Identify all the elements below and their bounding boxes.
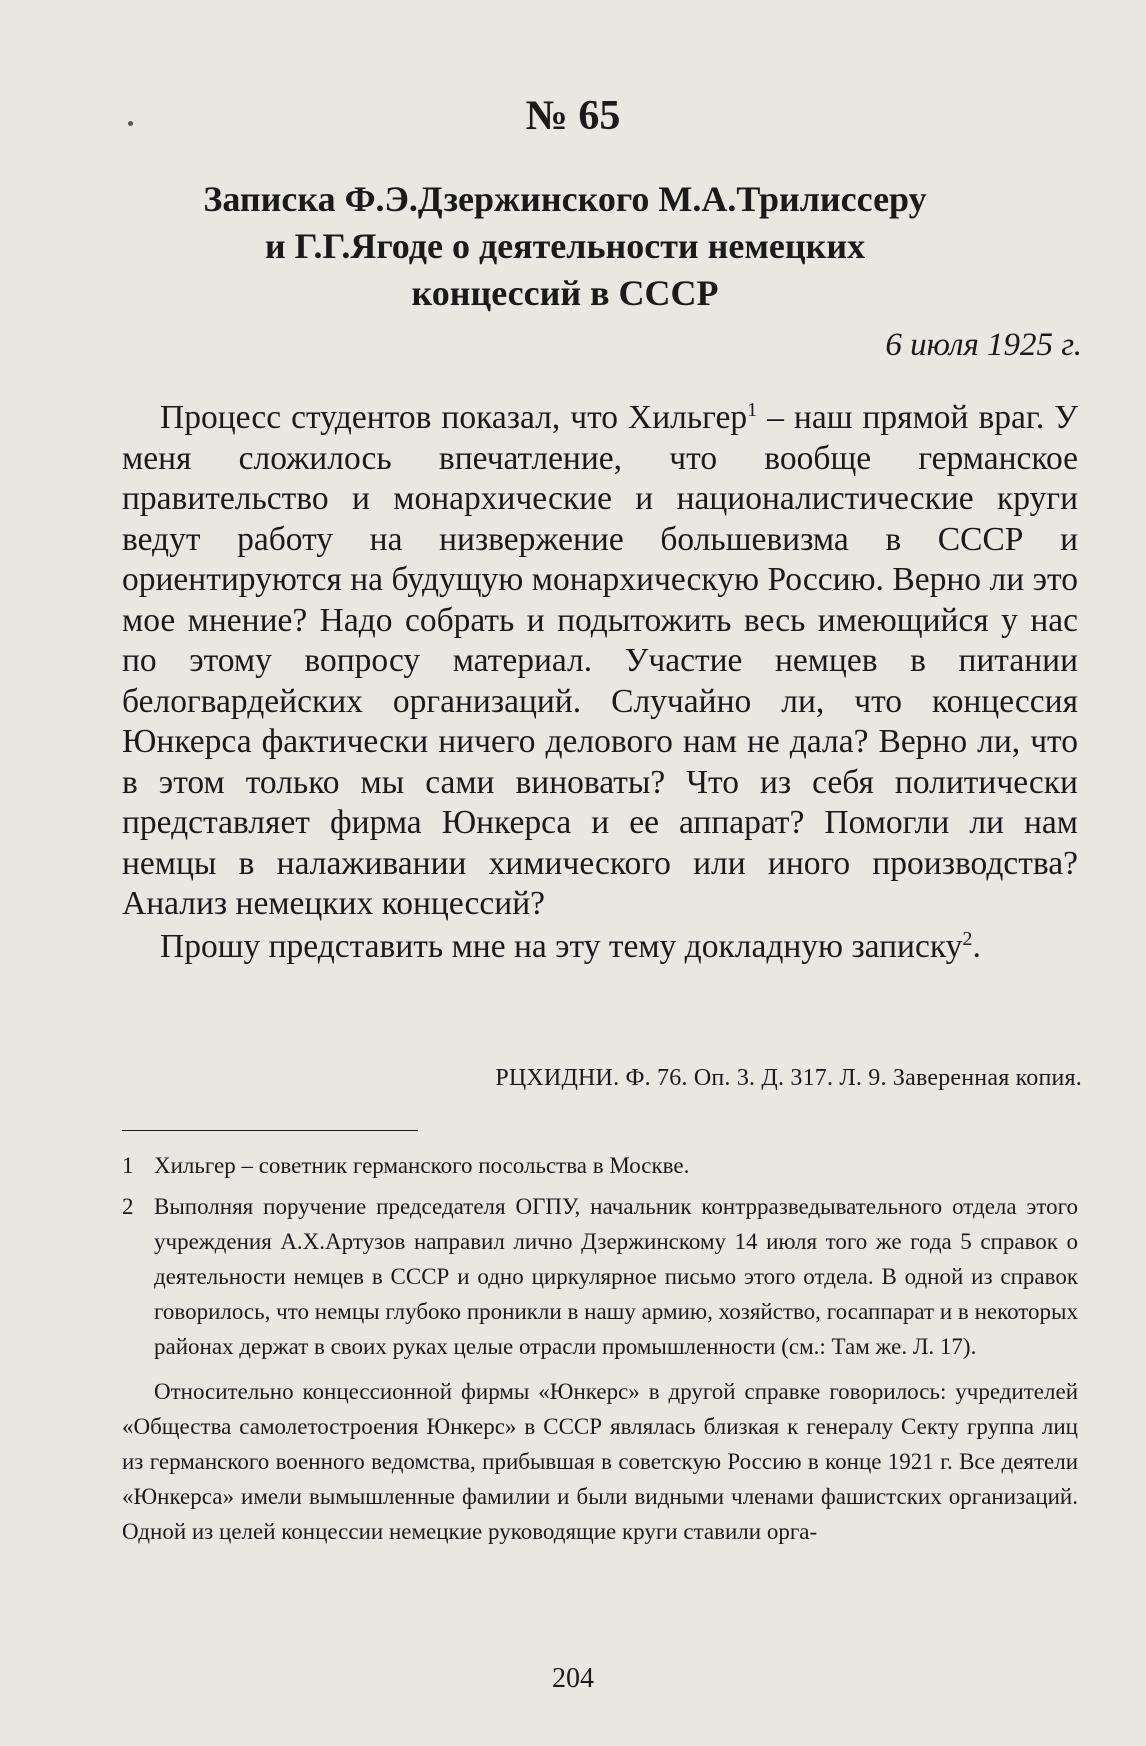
body-paragraph xyxy=(122,398,1078,925)
title-line: Записка Ф.Э.Дзержинского М.А.Трилиссеру xyxy=(203,179,927,219)
footnote xyxy=(122,1148,1078,1183)
footnote-continuation: Относительно концессионной фирмы «Юнкерс» в другой справке говорилось: учредителей «Общества самолетостроения Юнкерс» в СССР являлась близкая к генералу Секту группа лиц из германского военного ведомства, прибывшая в советскую Россию в конце 1921 г. Все деятели «Юнкерса» имели вымышленные фамилии и были видными членами фашистских организаций. Одной из целей концессии немецкие руководящие круги ставили орга- xyxy=(122,1379,1078,1544)
page-number: 204 xyxy=(552,1663,594,1694)
title-line: концессий в СССР xyxy=(411,273,719,313)
footnote-marker: 1 xyxy=(747,398,758,421)
footnote xyxy=(122,1189,1078,1364)
document-number: № 65 xyxy=(525,93,621,139)
document-date: 6 июля 1925 г. xyxy=(885,327,1082,363)
body-text-segment: . xyxy=(972,927,981,965)
body-paragraph xyxy=(122,927,1078,968)
footnote-marker: 2 xyxy=(962,927,973,950)
title-line: и Г.Г.Ягоде о деятельности немецких xyxy=(264,226,866,266)
footnote-number: 2 xyxy=(122,1194,134,1219)
footnote-text: Выполняя поручение председателя ОГПУ, начальник контрразведывательного отдела этого учреждения А.Х.Артузов направил лично Дзержинскому 14 июля того же года 5 справок о деятельности немцев в СССР и одно циркулярное письмо этого отдела. В одной из справок говорилось, что немцы глубоко проникли в нашу армию, хозяйство, госаппарат и в некоторых районах держат в своих руках целые отрасли промышленности (см.: Там же. Л. 17). xyxy=(154,1194,1078,1359)
archive-reference: РЦХИДНИ. Ф. 76. Оп. 3. Д. 317. Л. 9. Заверенная копия. xyxy=(495,1065,1082,1091)
footnote-number: 1 xyxy=(122,1153,134,1178)
body-text-segment: Прошу представить мне на эту тему докладную записку xyxy=(160,927,963,965)
body-text-segment: – наш прямой враг. У меня сложилось впечатление, что вообще германское правительство и монархические и националистические круги ведут работу на низвержение большевизма в СССР и ориентируются на будущую монархическую Россию. Верно ли это мое мнение? Надо собрать и подытожить весь имеющийся у нас по этому вопросу материал. Участие немцев в питании белогвардейских организаций. Случайно ли, что концессия Юнкерса фактически ничего делового нам не дала? Верно ли, что в этом только мы сами виноваты? Что из себя политически представляет фирма Юнкерса и ее аппарат? Помогли ли нам немцы в налаживании химического или иного производства? Анализ немецких концессий? xyxy=(122,399,1078,922)
footnote-divider xyxy=(122,1130,418,1131)
main-text xyxy=(122,398,1078,967)
footnote-text: Хильгер – советник германского посольства в Москве. xyxy=(154,1153,690,1178)
footnotes xyxy=(122,1148,1078,1549)
document-title xyxy=(150,176,980,317)
body-text-segment: Процесс студентов показал, что Хильгер xyxy=(160,399,748,436)
